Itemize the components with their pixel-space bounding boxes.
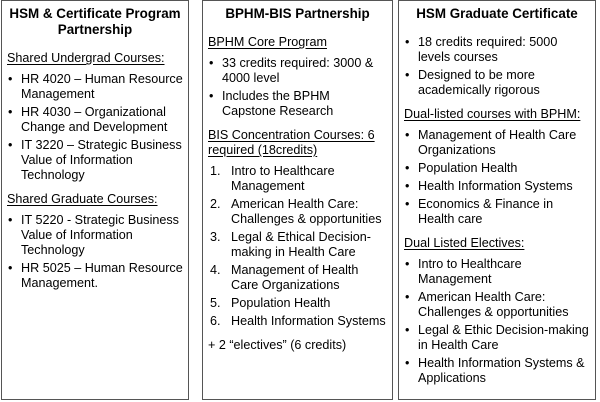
list-number: 5. bbox=[210, 296, 221, 310]
list-item bbox=[208, 314, 387, 329]
list-item bbox=[208, 296, 387, 311]
section-heading-bis-concentration: BIS Concentration Courses: 6 required (18credits) bbox=[208, 128, 375, 157]
shared-graduate-list bbox=[7, 213, 183, 291]
list-item: • Management of Health Care Organizations bbox=[404, 128, 590, 158]
list-number: 1. bbox=[210, 164, 221, 178]
list-number: 4. bbox=[210, 263, 221, 277]
section-heading-bphm-core: BPHM Core Program bbox=[208, 35, 327, 49]
list-item bbox=[208, 263, 387, 293]
certificate-intro-list bbox=[404, 35, 590, 98]
list-item: • IT 5220 - Strategic Business Value of Information Technology bbox=[7, 213, 183, 258]
dual-listed-courses-list bbox=[404, 128, 590, 227]
hsm-certificate-partnership-box bbox=[1, 0, 189, 400]
electives-note: + 2 “electives” (6 credits) bbox=[208, 338, 347, 352]
column-title: BPHM-BIS Partnership bbox=[225, 6, 370, 21]
list-item: • American Health Care: Challenges & opportunities bbox=[404, 290, 590, 320]
list-item-text: Intro to Healthcare Management bbox=[231, 164, 335, 193]
list-item-text: Management of Health Care Organizations bbox=[231, 263, 359, 292]
list-item bbox=[208, 197, 387, 227]
list-item: • Health Information Systems bbox=[404, 179, 590, 194]
section-heading-dual-listed-electives: Dual Listed Electives: bbox=[404, 236, 525, 250]
title-line: HSM & Certificate Program bbox=[9, 6, 181, 21]
list-item bbox=[208, 230, 387, 260]
list-item: • HR 4020 – Human Resource Management bbox=[7, 72, 183, 102]
column-title: HSM Graduate Certificate bbox=[416, 6, 578, 21]
list-item: • Health Information Systems & Applications bbox=[404, 356, 590, 386]
list-item: • 33 credits required: 3000 & 4000 level bbox=[208, 56, 387, 86]
list-item: • HR 5025 – Human Resource Management. bbox=[7, 261, 183, 291]
list-item: • Intro to Healthcare Management bbox=[404, 257, 590, 287]
list-item bbox=[208, 164, 387, 194]
title-line: Partnership bbox=[57, 22, 133, 37]
list-item: • IT 3220 – Strategic Business Value of Information Technology bbox=[7, 138, 183, 183]
section-heading-dual-listed-courses: Dual-listed courses with BPHM: bbox=[404, 107, 581, 121]
list-item: • Economics & Finance in Health care bbox=[404, 197, 590, 227]
list-item: • Includes the BPHM Capstone Research bbox=[208, 89, 387, 119]
list-item-text: Population Health bbox=[231, 296, 331, 310]
list-item: • Designed to be more academically rigorous bbox=[404, 68, 590, 98]
list-item-text: Legal & Ethical Decision-making in Health Care bbox=[231, 230, 372, 259]
section-heading-shared-graduate: Shared Graduate Courses: bbox=[7, 192, 158, 206]
bphm-core-list bbox=[208, 56, 387, 119]
list-item: • Legal & Ethic Decision-making in Health Care bbox=[404, 323, 590, 353]
column-title bbox=[7, 6, 183, 38]
list-item: • HR 4030 – Organizational Change and Development bbox=[7, 105, 183, 135]
list-number: 2. bbox=[210, 197, 221, 211]
list-item: • Population Health bbox=[404, 161, 590, 176]
list-item-text: Health Information Systems bbox=[231, 314, 386, 328]
bis-concentration-list bbox=[208, 164, 387, 329]
dual-listed-electives-list bbox=[404, 257, 590, 386]
list-item-text: American Health Care: Challenges & opportunities bbox=[231, 197, 382, 226]
list-number: 3. bbox=[210, 230, 221, 244]
bphm-bis-partnership-box bbox=[202, 0, 393, 400]
shared-undergrad-list bbox=[7, 72, 183, 183]
hsm-graduate-certificate-box bbox=[398, 0, 596, 400]
list-item: • 18 credits required: 5000 levels courses bbox=[404, 35, 590, 65]
section-heading-shared-undergrad: Shared Undergrad Courses: bbox=[7, 51, 165, 65]
list-number: 6. bbox=[210, 314, 221, 328]
